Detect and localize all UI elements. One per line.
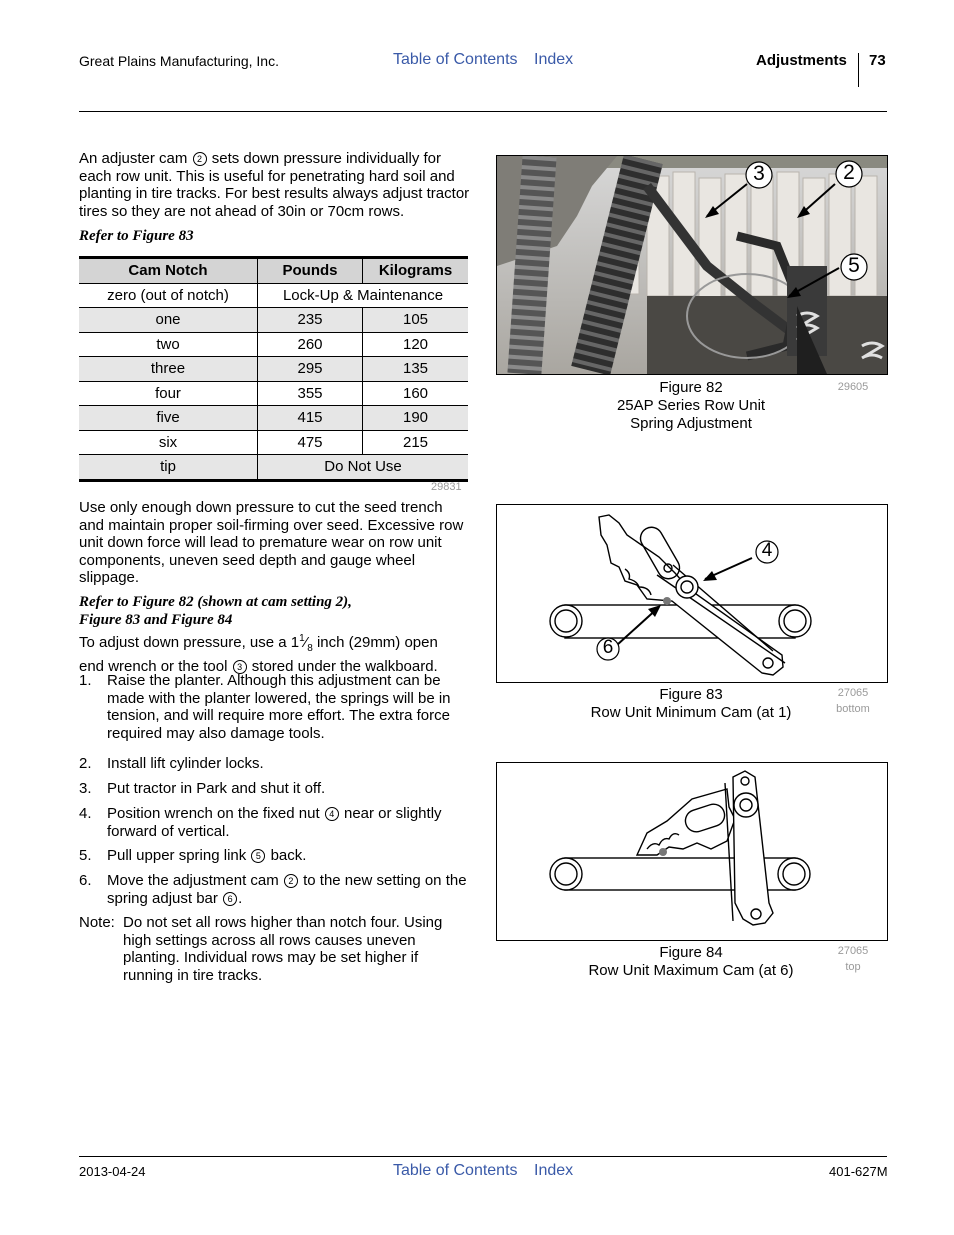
callout-4-label: 4	[761, 540, 773, 561]
callout-4-inline: 4	[325, 807, 339, 821]
cell-kilograms: 120	[363, 332, 469, 357]
figure-83-caption: Figure 83 Row Unit Minimum Cam (at 1)	[590, 686, 792, 721]
callout-2-inline: 2	[284, 874, 298, 888]
refer-figure-83: Refer to Figure 83	[79, 228, 194, 244]
table-row	[79, 430, 468, 455]
footer-toc-link[interactable]: Table of Contents	[393, 1162, 518, 1179]
footer-doc-number: 401-627M	[829, 1164, 888, 1179]
figure-84-diagram	[496, 762, 888, 941]
table-row	[79, 332, 468, 357]
table-image-id: 29831	[431, 481, 462, 493]
callout-2-label: 2	[843, 161, 855, 184]
cell-pounds: 355	[258, 381, 363, 406]
adjust-instruction: To adjust down pressure, use a $1^1⁄_8$ inch (29mm) open end wrench or the tool 3 stored under the walkboard.	[79, 633, 438, 675]
header-divider	[858, 53, 859, 87]
cell-notch: four	[79, 381, 258, 406]
callout-5-inline: 5	[251, 849, 265, 863]
cell-pounds: 260	[258, 332, 363, 357]
header-rule	[79, 111, 887, 112]
cell-notch: two	[79, 332, 258, 357]
cell-notch: one	[79, 308, 258, 333]
cell-pounds: 475	[258, 430, 363, 455]
col-header-kilograms: Kilograms	[363, 258, 469, 284]
page-number: 73	[869, 52, 886, 69]
cam-notch-table	[79, 256, 468, 482]
figure-82-image-id: 29605	[837, 381, 869, 393]
table-row	[79, 381, 468, 406]
figure-84-caption: Figure 84 Row Unit Maximum Cam (at 6)	[588, 944, 794, 979]
figure-83-diagram	[496, 504, 888, 683]
cell-notch: three	[79, 357, 258, 382]
table-row	[79, 455, 468, 481]
cell-notch: tip	[79, 455, 258, 481]
cell-kilograms: 135	[363, 357, 469, 382]
cell-notch: zero (out of notch)	[79, 283, 258, 308]
cell-kilograms: 190	[363, 406, 469, 431]
figure-83-image-id: 27065 bottom	[836, 687, 870, 715]
cell-notch: six	[79, 430, 258, 455]
table-row	[79, 357, 468, 382]
footer-rule	[79, 1156, 887, 1157]
figure-82-photo	[496, 155, 888, 375]
callout-6-label: 6	[602, 637, 614, 658]
figure-84-image-id: 27065 top	[837, 945, 869, 973]
callout-3-inline: 3	[233, 660, 247, 674]
refer-figure-82-line1: Refer to Figure 82 (shown at cam setting 2),	[79, 594, 352, 610]
section-title: Adjustments	[756, 52, 847, 69]
callout-5-label: 5	[848, 254, 860, 277]
cell-pounds: 295	[258, 357, 363, 382]
col-header-pounds: Pounds	[258, 258, 363, 284]
figure-82-caption: Figure 82 25AP Series Row Unit Spring Adjustment	[616, 379, 766, 432]
down-pressure-paragraph: Use only enough down pressure to cut the seed trench and maintain proper soil-firming over seed. Excessive row unit down force will lead to premature wear on row unit components, uneven seed depth and gauge wheel slippage.	[79, 499, 464, 586]
header-index-link[interactable]: Index	[534, 51, 574, 68]
cell-pounds: 235	[258, 308, 363, 333]
cell-notch: five	[79, 406, 258, 431]
company-name: Great Plains Manufacturing, Inc.	[79, 53, 279, 69]
header-toc-link[interactable]: Table of Contents	[393, 51, 518, 68]
cell-kilograms: 215	[363, 430, 469, 455]
intro-paragraph: An adjuster cam 2 sets down pressure individually for each row unit. This is useful for penetrating hard soil and planting in tire tracks. For best results always adjust tractor tires so they are not ahead of 30in or 70cm rows.	[79, 150, 470, 220]
cell-kilograms: 160	[363, 381, 469, 406]
col-header-cam-notch: Cam Notch	[79, 258, 258, 284]
footer-date: 2013-04-24	[79, 1164, 146, 1179]
table-row	[79, 406, 468, 431]
cell-pounds: 415	[258, 406, 363, 431]
footer-index-link[interactable]: Index	[534, 1162, 574, 1179]
callout-2-inline: 2	[193, 152, 207, 166]
cell-span: Lock-Up & Maintenance	[258, 283, 469, 308]
table-header-row	[79, 258, 468, 284]
table-row	[79, 283, 468, 308]
cell-kilograms: 105	[363, 308, 469, 333]
refer-figure-82-line2: Figure 83 and Figure 84	[79, 612, 233, 628]
cell-span: Do Not Use	[258, 455, 469, 481]
callout-3-label: 3	[753, 162, 765, 185]
callout-6-inline: 6	[223, 892, 237, 906]
table-row	[79, 308, 468, 333]
